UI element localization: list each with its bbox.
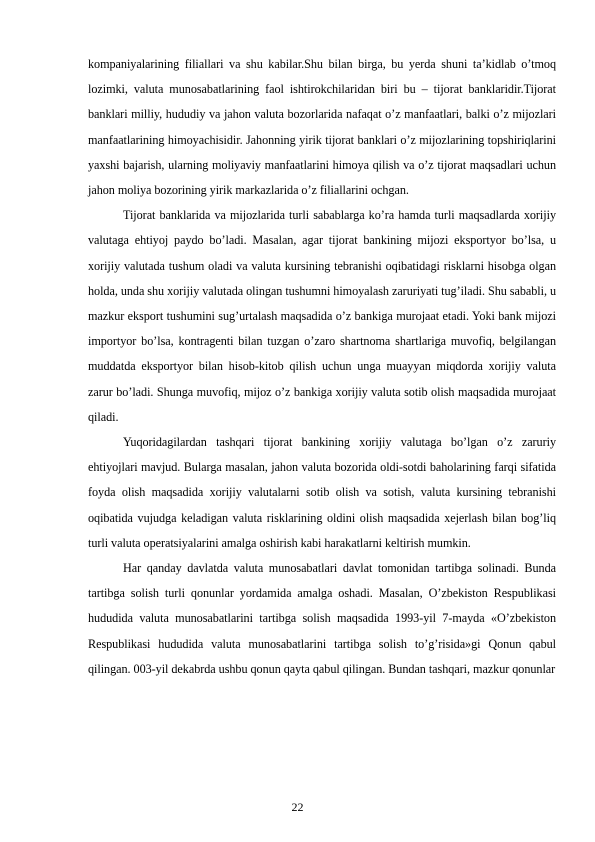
body-text — [88, 52, 556, 682]
page-number: 22 — [291, 800, 304, 814]
paragraph-1: kompaniyalarining filiallari va shu kabilar.Shu bilan birga, bu yerda shuni ta’kidlab o’tmoq lozimki, valuta munosabatlarining faol ishtirokchilaridan biri bu – tijorat banklaridir.Tijorat banklari milliy, hududiy va jahon valuta bozorlarida nafaqat o’z manfaatlari, balki o’z mijozlari manfaatlarining himoyachisidir. Jahonning yirik tijorat banklari o’z mijozlarining topshiriqlarini yaxshi bajarish, ularning moliyaviy manfaatlarini himoya qilish va o’z tijorat maqsadlari uchun jahon moliya bozorining yirik markazlarida o’z filiallarini ochgan. — [88, 57, 556, 198]
paragraph-3: Yuqoridagilardan tashqari tijorat bankining xorijiy valutaga bo’lgan o’z zaruriy ehtiyojlari mavjud. Bularga masalan, jahon valuta bozorida oldi-sotdi baholarining farqi sifatida foyda olish maqsadida xorijiy valutalarni sotib olish va sotish, valuta kursining tebranishi oqibatida vujudga keladigan valuta risklarining oldini olish maqsadida xejerlash bilan bog’liq turli valuta operatsiyalarini amalga oshirish kabi harakatlarni keltirish mumkin. — [88, 435, 556, 550]
paragraph-4: Har qanday davlatda valuta munosabatlari davlat tomonidan tartibga solinadi. Bunda tartibga solish turli qonunlar yordamida amalga oshadi. Masalan, O’zbekiston Respublikasi hududida valuta munosabatlarini tartibga solish maqsadida 1993-yil 7-mayda «O’zbekiston Respublikasi hududida valuta munosabatlarini tartibga solish to’g’risida»gi Qonun qabul qilingan. 003-yil dekabrda ushbu qonun qayta qabul qilingan. Bundan tashqari, mazkur qonunlar — [88, 561, 556, 676]
paragraph-2: Tijorat banklarida va mijozlarida turli sabablarga ko’ra hamda turli maqsadlarda xorijiy valutaga ehtiyoj paydo bo’ladi. Masalan, agar tijorat bankining mijozi eksportyor bo’lsa, u xorijiy valutada tushum oladi va valuta kursining tebranishi oqibatidagi risklarni hisobga olgan holda, unda shu xorijiy valutada olingan tushumni himoyalash zaruriyati tug’iladi. Shu sababli, u mazkur eksport tushumini sug’urtalash maqsadida o’z bankiga murojaat etadi. Yoki bank mijozi importyor bo’lsa, kontragenti bilan tuzgan o’zaro shartnoma shartlariga muvofiq, belgilangan muddatda eksportyor bilan hisob-kitob qilish uchun unga muayyan miqdorda xorijiy valuta zarur bo’ladi. Shunga muvofiq, mijoz o’z bankiga xorijiy valuta sotib olish maqsadida murojaat qiladi. — [88, 208, 557, 424]
